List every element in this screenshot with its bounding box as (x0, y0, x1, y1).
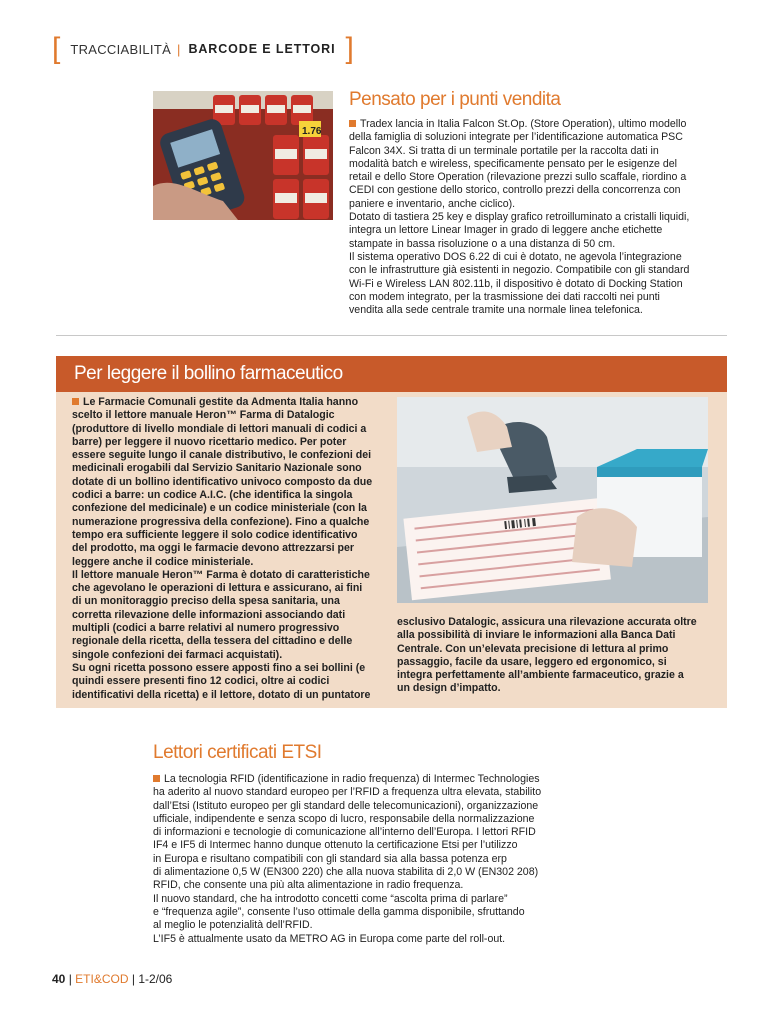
footer-separator: | (131, 972, 135, 986)
header-section: BARCODE E LETTORI (188, 42, 336, 56)
page-footer (52, 972, 172, 986)
article2-col1: Le Farmacie Comunali gestite da Admenta Italia hanno scelto il lettore manuale Heron™ Farma di Datalogic (produttore di livello mondiale di lettori manuali di codici a barre) per leggere il nuovo ricettario medico. Per poter essere seguite lungo il canale distributivo, le confezioni dei medicinali erogabili dal Servizio Sanitario Nazionale sono dotate di un bollino identificativo univoco composto da due codici a barre: un codice A.I.C. (che identifica la singola confezione del medicinale) e un codice ministeriale (con la numerazione progressiva della confezione). Fino a qualche tempo era sufficiente leggere il solo codice identificativo del prodotto, ma oggi le farmacie devono attrezzarsi per leggere anche il codice ministeriale. Il lettore manuale Heron™ Farma è dotato di caratteristiche che agevolano le operazioni di lettura e assicurano, ai fini di un monitoraggio preciso della spesa sanitaria, una corretta rilevazione delle informazioni associando dati multipli (codici a barre relativi al numero progressivo regionale della ricetta, della tessera del cittadino e delle singole confezioni dei farmaci acquistati). Su ogni ricetta possono essere apposti fino a sei bollini (e quindi essere presenti fino 12 codici, oltre ai codici identificativi della ricetta) e il lettore, dotato di un puntatore (72, 396, 373, 701)
header-separator: | (177, 41, 181, 57)
bullet-square-icon (153, 775, 160, 782)
handheld-terminal-illustration (153, 91, 333, 220)
footer-separator: | (68, 972, 72, 986)
issue-number: 1-2/06 (138, 972, 173, 986)
pharma-title-bar (56, 356, 727, 392)
article1-body: Tradex lancia in Italia Falcon St.Op. (Store Operation), ultimo modello della famiglia di soluzioni integrate per l’identificazione automatica PSC Falcon 34X. Si tratta di un terminale portatile per la raccolta dati in modalità batch e wireless, specificamente pensato per le esigenze del retail e dello Store Operation (rilevazione prezzi sullo scaffale, riordino a CEDI con gestione dello storico, controllo prezzi della concorrenza con paniere e inventario, anche ciclico). Dotato di tastiera 25 key e display grafico retroilluminato a cristalli liquidi, integra un lettore Linear Imager in grado di leggere anche etichette stampate in bassa risoluzione o a una distanza di 50 cm. Il sistema operativo DOS 6.22 di cui è dotato, ne agevola l’integrazione con le infrastrutture già esistenti in negozio. Compatibile con gli standard Wi-Fi e Wireless LAN 802.11b, il dispositivo è dotato di Docking Station con modem integrato, per la trasmissione dei dati raccolti nei punti vendita alla sede centrale tramite una normale linea telefonica. (349, 118, 690, 317)
magazine-name: ETI&COD (75, 972, 129, 986)
page-number: 40 (52, 972, 66, 986)
barcode-reader-photo (397, 397, 708, 603)
header-left-bracket: [ (52, 32, 61, 65)
divider-line (56, 335, 727, 336)
pharma-feature-box (56, 356, 727, 708)
article2-title: Per leggere il bollino farmaceutico (74, 363, 343, 384)
header-category: TRACCIABILITÀ (70, 41, 172, 57)
running-header (52, 34, 354, 64)
header-right-bracket: ] (345, 32, 354, 65)
handheld-terminal-photo (153, 91, 333, 220)
bullet-square-icon (349, 120, 356, 127)
article1-title: Pensato per i punti vendita (349, 89, 561, 110)
article2-col2: esclusivo Datalogic, assicura una rilevazione accurata oltre alla possibilità di inviare le informazioni alla Banca Dati Centrale. Con un’elevata precisione di lettura al primo passaggio, facile da usare, leggero ed ergonomico, si integra perfettamente all’ambiente farmaceutico, grazie a un design d’impatto. (397, 616, 697, 695)
bullet-square-icon (72, 398, 79, 405)
article3-title: Lettori certificati ETSI (153, 742, 322, 763)
price-tag-text: 1.76 (302, 126, 322, 137)
barcode-reader-illustration (397, 397, 708, 603)
article3-body: La tecnologia RFID (identificazione in radio frequenza) di Intermec Technologies ha aderito al nuovo standard europeo per l’RFID a frequenza ultra elevata, stabilito dall’Etsi (Istituto europeo per gli standard delle telecomunicazioni), organizzazione ufficiale, indipendente e senza scopo di lucro, responsabile della normalizzazione di informazioni e tecnologie di comunicazione all’interno dell’Europa. I lettori RFID IF4 e IF5 di Intermec hanno dunque ottenuto la certificazione Etsi per l’utilizzo in Europa e risultano compatibili con gli standard sia alla bassa potenza erp di alimentazione 0,5 W (EN300 220) che alla nuova stabilita di 2,0 W (EN302 208) RFID, che consente una più alta alimentazione in radio frequenza. Il nuovo standard, che ha introdotto concetti come “ascolta prima di parlare” e “frequenza agile”, consente l’uso ottimale della gamma disponibile, sfruttando al meglio le potenzialità dell’RFID. L’IF5 è attualmente usato da METRO AG in Europa come parte del roll-out. (153, 773, 542, 945)
